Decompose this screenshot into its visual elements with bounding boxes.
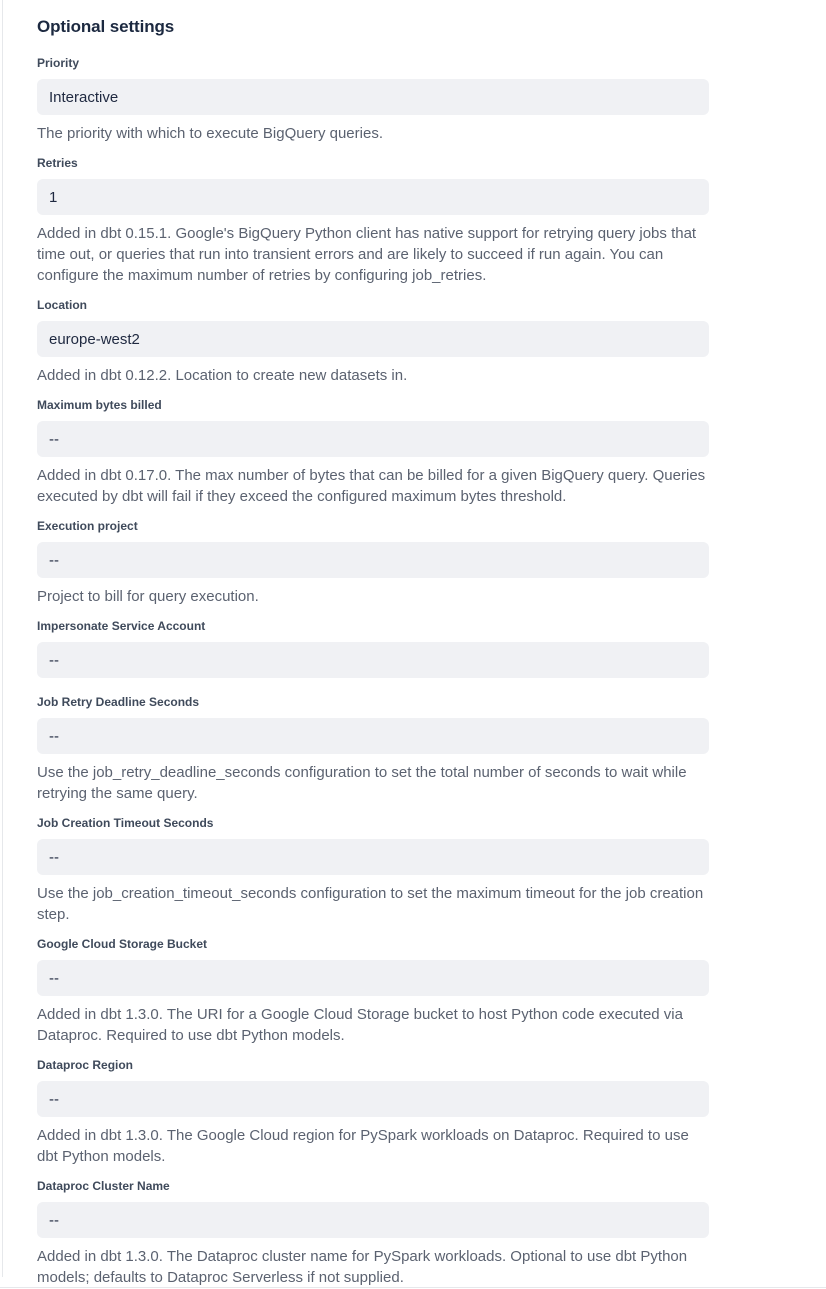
location-help-text: Added in dbt 0.12.2. Location to create new datasets in.: [37, 367, 408, 384]
dataproc-region-help-text: Added in dbt 1.3.0. The Google Cloud region for PySpark workloads on Dataproc. Required to use dbt Python models.: [37, 1127, 689, 1165]
location-value: europe-west2: [49, 330, 140, 348]
job-creation-timeout-seconds-field[interactable]: [37, 839, 709, 875]
google-cloud-storage-bucket-value: --: [49, 969, 59, 987]
impersonate-service-account-field[interactable]: [37, 642, 709, 678]
priority-help-text: The priority with which to execute BigQuery queries.: [37, 125, 383, 142]
panel-left-divider: [2, 0, 3, 1277]
execution-project-field[interactable]: [37, 542, 709, 578]
field-group-priority: [37, 56, 709, 144]
settings-fields-list: [37, 56, 709, 1288]
field-group-execution-project: [37, 519, 709, 607]
field-group-dataproc-cluster-name: [37, 1179, 709, 1288]
field-group-job-creation-timeout-seconds: [37, 816, 709, 925]
job-creation-timeout-seconds-label: Job Creation Timeout Seconds: [37, 816, 214, 830]
google-cloud-storage-bucket-field[interactable]: [37, 960, 709, 996]
execution-project-help-text: Project to bill for query execution.: [37, 588, 259, 605]
maximum-bytes-billed-help-text: Added in dbt 0.17.0. The max number of bytes that can be billed for a given BigQuery query. Queries executed by dbt will fail if they exceed the configured maximum bytes threshold.: [37, 467, 706, 505]
maximum-bytes-billed-label: Maximum bytes billed: [37, 398, 162, 412]
dataproc-cluster-name-label: Dataproc Cluster Name: [37, 1179, 170, 1193]
priority-field[interactable]: [37, 79, 709, 115]
field-group-impersonate-service-account: [37, 619, 709, 678]
field-group-google-cloud-storage-bucket: [37, 937, 709, 1046]
google-cloud-storage-bucket-help-text: Added in dbt 1.3.0. The URI for a Google Cloud Storage bucket to host Python code executed via Dataproc. Required to use dbt Python models.: [37, 1006, 683, 1044]
location-label: Location: [37, 298, 87, 312]
dataproc-region-field[interactable]: [37, 1081, 709, 1117]
retries-field[interactable]: [37, 179, 709, 215]
field-group-dataproc-region: [37, 1058, 709, 1167]
dataproc-cluster-name-help-text: Added in dbt 1.3.0. The Dataproc cluster name for PySpark workloads. Optional to use dbt Python models; defaults to Dataproc Serverless if not supplied.: [37, 1248, 688, 1286]
priority-label: Priority: [37, 56, 80, 70]
field-group-location: [37, 298, 709, 386]
location-field[interactable]: [37, 321, 709, 357]
impersonate-service-account-label: Impersonate Service Account: [37, 619, 206, 633]
maximum-bytes-billed-value: --: [49, 430, 59, 448]
dataproc-cluster-name-field[interactable]: [37, 1202, 709, 1238]
retries-value: 1: [49, 188, 58, 206]
field-group-retries: [37, 156, 709, 286]
page-title: Optional settings: [37, 17, 175, 36]
dataproc-region-label: Dataproc Region: [37, 1058, 134, 1072]
impersonate-service-account-value: --: [49, 651, 59, 669]
job-retry-deadline-seconds-help-text: Use the job_retry_deadline_seconds configuration to set the total number of seconds to wait while retrying the same query.: [37, 764, 687, 802]
panel-bottom-divider: [0, 1287, 826, 1288]
job-creation-timeout-seconds-value: --: [49, 848, 59, 866]
execution-project-label: Execution project: [37, 519, 138, 533]
job-retry-deadline-seconds-value: --: [49, 727, 59, 745]
dataproc-cluster-name-value: --: [49, 1211, 59, 1229]
retries-help-text: Added in dbt 0.15.1. Google's BigQuery Python client has native support for retrying query jobs that time out, or queries that run into transient errors and are likely to succeed if run again. You can configure the maximum number of retries by configuring job_retries.: [37, 225, 697, 284]
field-group-maximum-bytes-billed: [37, 398, 709, 507]
priority-value: Interactive: [49, 88, 119, 106]
dataproc-region-value: --: [49, 1090, 59, 1108]
job-retry-deadline-seconds-label: Job Retry Deadline Seconds: [37, 695, 200, 709]
retries-label: Retries: [37, 156, 78, 170]
job-retry-deadline-seconds-field[interactable]: [37, 718, 709, 754]
maximum-bytes-billed-field[interactable]: [37, 421, 709, 457]
google-cloud-storage-bucket-label: Google Cloud Storage Bucket: [37, 937, 208, 951]
field-group-job-retry-deadline-seconds: [37, 695, 709, 804]
job-creation-timeout-seconds-help-text: Use the job_creation_timeout_seconds configuration to set the maximum timeout for the job creation step.: [37, 885, 704, 923]
execution-project-value: --: [49, 551, 59, 569]
